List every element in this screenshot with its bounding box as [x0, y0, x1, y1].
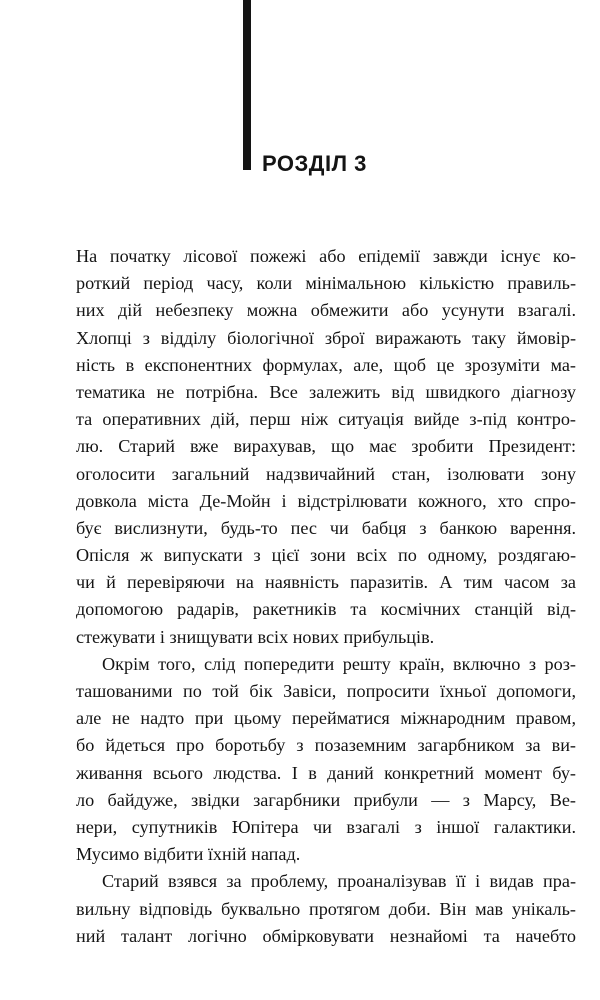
text-line: Опісля ж випускати з цієї зони всіх по одному, роздягаю- — [76, 545, 576, 566]
text-line: чи й перевіряючи на наявність паразитів. А тим часом за — [76, 572, 576, 593]
text-line: Старий взявся за проблему, проаналізував її і видав пра- — [102, 871, 576, 892]
text-line: лю. Старий вже вирахував, що має зробити Президент: — [76, 436, 576, 457]
text-line: вильну відповідь буквально протягом доби. Він мав унікаль- — [76, 898, 576, 919]
text-line: них дій небезпеку можна обмежити або усунути взагалі. — [76, 300, 576, 321]
text-line: та оперативних дій, перш ніж ситуація вийде з-під контро- — [76, 409, 576, 430]
text-line: допомогою радарів, ракетників та космічних станцій від- — [76, 599, 576, 620]
text-line: ташованими по той бік Завіси, попросити їхньої допомоги, — [76, 681, 576, 701]
text-line: бо йдеться про боротьбу з позаземним загарбником за ви- — [76, 735, 576, 756]
text-line: Мусимо відбити їхній напад. — [76, 844, 301, 865]
text-line: оголосити загальний надзвичайний стан, ізолювати зону — [76, 463, 576, 484]
chapter-decorative-bar — [243, 0, 251, 170]
text-line: довкола міста Де-Мойн і відстрілювати кожного, хто спро- — [76, 490, 576, 511]
text-line: нери, супутників Юпітера чи взагалі з іншої галактики. — [76, 816, 576, 837]
paragraph-1 — [76, 243, 576, 651]
paragraph-3 — [76, 868, 576, 950]
text-line: бує вислизнути, будь-то пес чи бабця з банкою варення. — [76, 517, 576, 538]
text-line: ний талант логічно обмірковувати незнайомі та начебто — [76, 925, 576, 946]
text-line: Окрім того, слід попередити решту країн, включно з роз- — [102, 653, 576, 674]
text-line: ність в експонентних формулах, але, щоб це зрозуміти ма- — [76, 354, 576, 375]
text-line: стежувати і знищувати всіх нових прибульців. — [76, 626, 435, 647]
text-line: роткий період часу, коли мінімальною кількістю правиль- — [76, 273, 576, 294]
text-line: живання всього людства. І в даний конкретний момент бу- — [76, 762, 576, 783]
text-line: Хлопці з відділу біологічної зброї виражають таку ймовір- — [76, 327, 576, 348]
text-line: але не надто при цьому перейматися міжнародним правом, — [76, 708, 576, 729]
chapter-heading: РОЗДІЛ 3 — [262, 151, 367, 176]
text-line: ло байдуже, звідки загарбники прибули — з Марсу, Ве- — [76, 789, 576, 810]
text-line: тематика не потрібна. Все залежить від швидкого діагнозу — [76, 381, 576, 402]
text-line: На початку лісової пожежі або епідемії завжди існує ко- — [76, 246, 576, 266]
chapter-body — [76, 243, 576, 950]
paragraph-2 — [76, 651, 576, 869]
